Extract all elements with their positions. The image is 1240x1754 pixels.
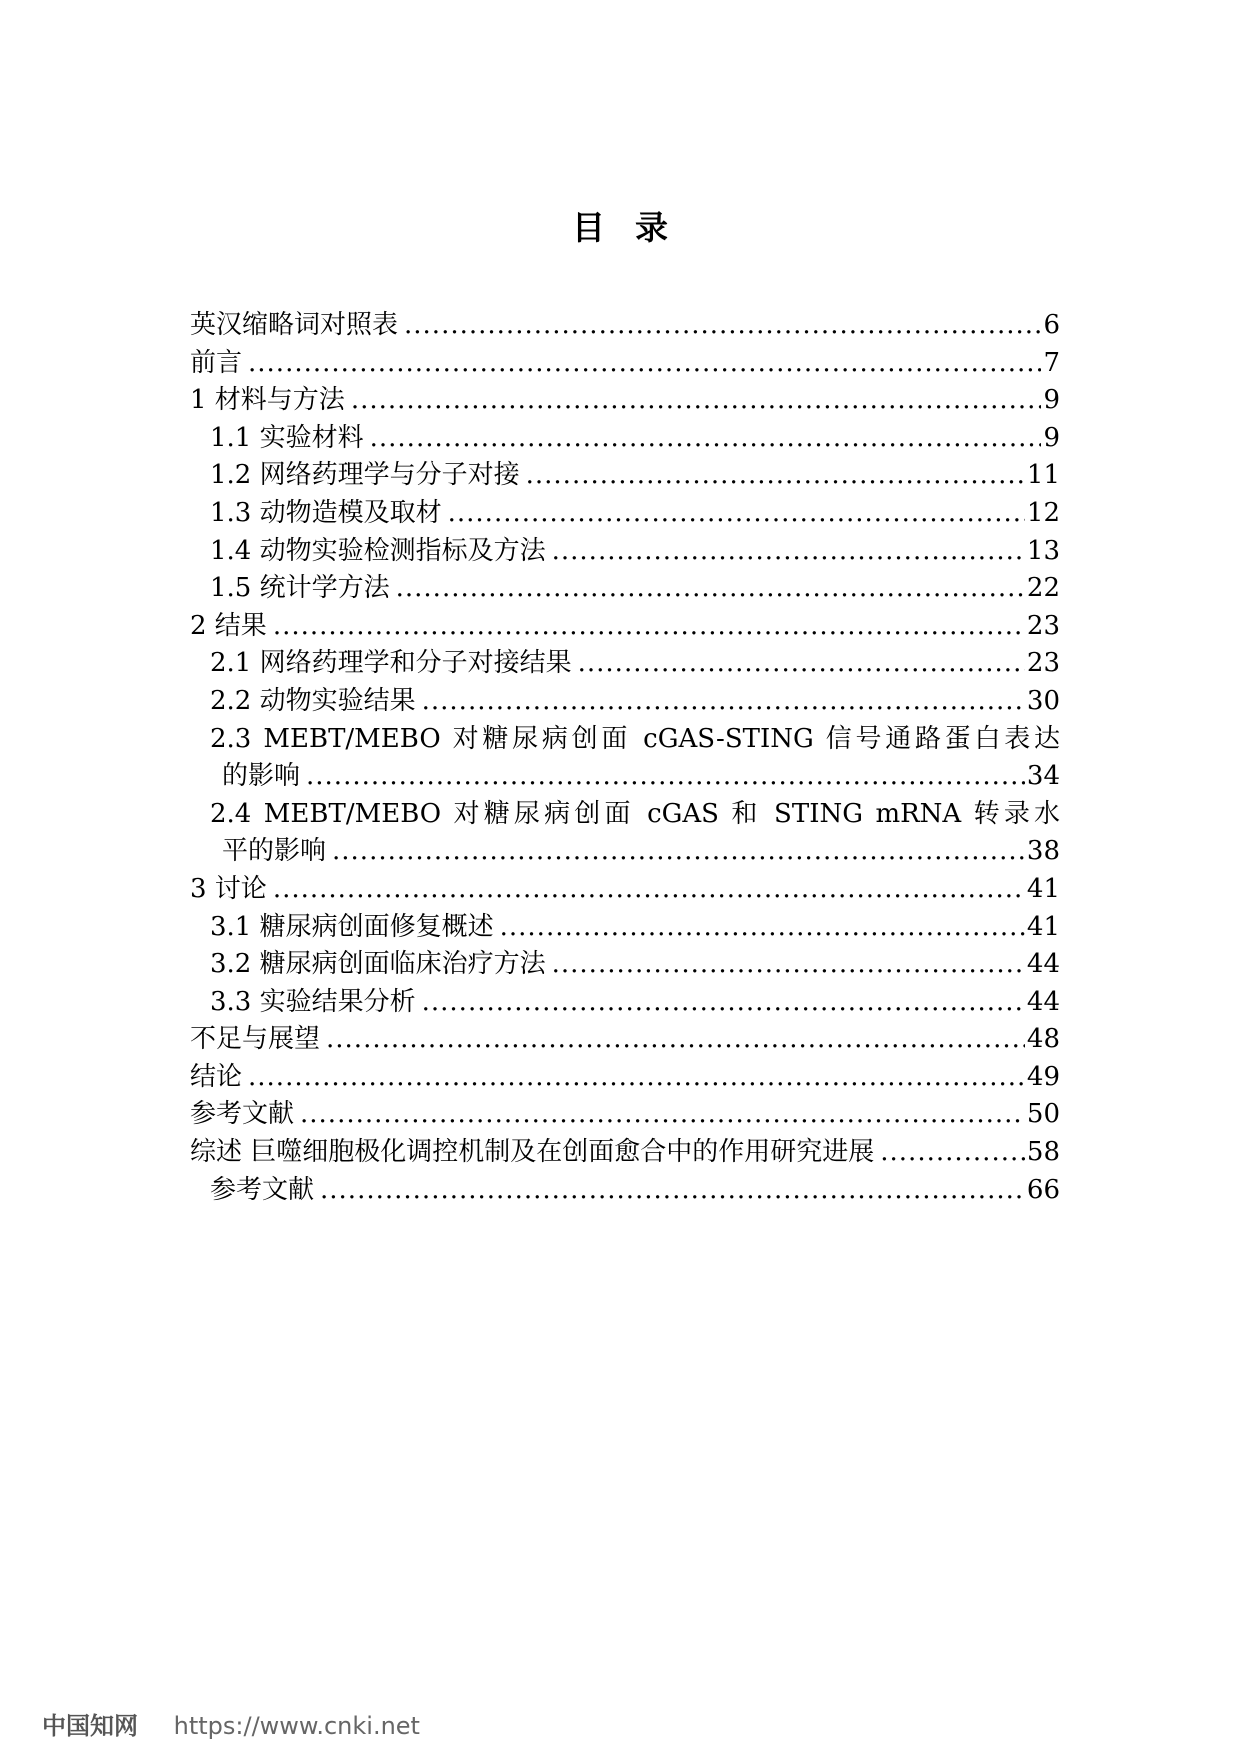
toc-entry[interactable] xyxy=(190,307,1060,345)
toc-leader-dots xyxy=(422,683,1025,721)
toc-entry-label: 3.2 糖尿病创面临床治疗方法 xyxy=(210,949,546,980)
toc-entry-label: 1.5 统计学方法 xyxy=(210,573,390,604)
toc-entry-page: 13 xyxy=(1026,535,1060,566)
toc-entry[interactable] xyxy=(190,457,1060,495)
toc-title: 目录 xyxy=(572,208,698,247)
toc-entry-page: 38 xyxy=(1026,836,1060,867)
toc-entry-label: 参考文献 xyxy=(210,1174,315,1205)
toc-entry-page: 22 xyxy=(1026,573,1060,604)
toc-entry-page: 41 xyxy=(1026,911,1060,942)
toc-entry[interactable] xyxy=(190,420,1060,458)
toc-leader-dots xyxy=(300,1096,1025,1134)
toc-entry[interactable] xyxy=(190,1059,1060,1097)
toc-entry-page: 23 xyxy=(1026,610,1060,641)
toc-entry-label-line2: 的影响 xyxy=(222,761,301,792)
toc-entry-page: 49 xyxy=(1026,1061,1060,1092)
cnki-brand-text: 中国知网 xyxy=(42,1712,138,1740)
toc-entry-page: 58 xyxy=(1026,1137,1060,1168)
toc-entry-page: 41 xyxy=(1026,873,1060,904)
toc-entry[interactable] xyxy=(190,1172,1060,1210)
toc-leader-dots xyxy=(332,833,1025,871)
toc-entry[interactable] xyxy=(190,909,1060,947)
table-of-contents xyxy=(190,307,1060,1209)
toc-entry-label: 结论 xyxy=(190,1061,243,1092)
toc-entry[interactable] xyxy=(190,984,1060,1022)
toc-leader-dots xyxy=(526,457,1025,495)
toc-entry-label-line1[interactable]: 2.3 MEBT/MEBO 对糖尿病创面 cGAS-STING 信号通路蛋白表达 xyxy=(210,723,1060,754)
toc-leader-dots xyxy=(552,533,1025,571)
toc-entry[interactable] xyxy=(190,871,1060,909)
toc-entry-label: 1.3 动物造模及取材 xyxy=(210,497,442,528)
toc-leader-dots xyxy=(880,1134,1025,1172)
toc-entry-label-line2: 平的影响 xyxy=(222,836,327,867)
toc-entry-page: 44 xyxy=(1026,986,1060,1017)
toc-leader-dots xyxy=(306,758,1025,796)
toc-entry[interactable] xyxy=(190,570,1060,608)
toc-leader-dots xyxy=(448,495,1025,533)
toc-entry-page: 34 xyxy=(1026,761,1060,792)
toc-entry-label-line1[interactable]: 2.4 MEBT/MEBO 对糖尿病创面 cGAS 和 STING mRNA 转录水 xyxy=(210,798,1060,829)
toc-entry[interactable] xyxy=(190,382,1060,420)
toc-entry[interactable] xyxy=(190,1021,1060,1059)
toc-entry-label: 3 讨论 xyxy=(190,873,267,904)
toc-leader-dots xyxy=(552,946,1025,984)
toc-entry-label: 2.1 网络药理学和分子对接结果 xyxy=(210,648,572,679)
toc-entry[interactable] xyxy=(190,683,1060,721)
toc-leader-dots xyxy=(422,984,1025,1022)
toc-entry-label: 1.1 实验材料 xyxy=(210,422,364,453)
toc-entry-page: 7 xyxy=(1043,347,1060,378)
toc-entry[interactable] xyxy=(190,645,1060,683)
toc-leader-dots xyxy=(248,345,1041,383)
toc-entry[interactable] xyxy=(190,833,1060,871)
toc-entry-label: 3.3 实验结果分析 xyxy=(210,986,416,1017)
toc-leader-dots xyxy=(370,420,1042,458)
toc-entry-page: 44 xyxy=(1026,949,1060,980)
toc-entry-page: 9 xyxy=(1043,422,1060,453)
toc-entry[interactable] xyxy=(190,758,1060,796)
toc-entry-page: 48 xyxy=(1026,1024,1060,1055)
toc-entry-page: 30 xyxy=(1026,685,1060,716)
toc-entry-label: 2.2 动物实验结果 xyxy=(210,685,416,716)
toc-leader-dots xyxy=(248,1059,1025,1097)
toc-entry-page: 66 xyxy=(1026,1174,1060,1205)
toc-entry-page: 9 xyxy=(1043,385,1060,416)
toc-leader-dots xyxy=(578,645,1025,683)
cnki-url-text: https://www.cnki.net xyxy=(173,1712,420,1740)
toc-entry-page: 11 xyxy=(1026,460,1060,491)
toc-entry-page: 12 xyxy=(1026,497,1060,528)
toc-entry-label: 英汉缩略词对照表 xyxy=(190,310,399,340)
toc-entry-label: 1.2 网络药理学与分子对接 xyxy=(210,460,520,491)
toc-leader-dots xyxy=(500,909,1025,947)
toc-entry[interactable] xyxy=(190,1134,1060,1172)
toc-entry-label: 2 结果 xyxy=(190,610,267,641)
toc-leader-dots xyxy=(351,382,1042,420)
toc-leader-dots xyxy=(396,570,1025,608)
toc-entry-label: 不足与展望 xyxy=(190,1024,321,1055)
toc-entry-page: 6 xyxy=(1043,310,1060,340)
toc-entry-page: 50 xyxy=(1026,1099,1060,1130)
toc-leader-dots xyxy=(273,608,1025,646)
toc-entry[interactable] xyxy=(190,608,1060,646)
toc-entry[interactable] xyxy=(190,946,1060,984)
cnki-watermark xyxy=(42,1706,420,1741)
toc-entry[interactable] xyxy=(190,345,1060,383)
toc-leader-dots xyxy=(404,307,1041,345)
toc-entry[interactable] xyxy=(190,533,1060,571)
toc-entry-label: 参考文献 xyxy=(190,1099,295,1130)
toc-leader-dots xyxy=(273,871,1025,909)
toc-entry[interactable] xyxy=(190,495,1060,533)
toc-entry-label: 1.4 动物实验检测指标及方法 xyxy=(210,535,546,566)
toc-entry-label: 3.1 糖尿病创面修复概述 xyxy=(210,911,494,942)
toc-entry-label: 前言 xyxy=(190,347,243,378)
toc-entry-page: 23 xyxy=(1026,648,1060,679)
toc-leader-dots xyxy=(320,1172,1025,1210)
toc-leader-dots xyxy=(326,1021,1025,1059)
toc-entry-label: 综述 巨噬细胞极化调控机制及在创面愈合中的作用研究进展 xyxy=(190,1137,875,1168)
toc-entry[interactable] xyxy=(190,1096,1060,1134)
toc-entry-label: 1 材料与方法 xyxy=(190,385,345,416)
